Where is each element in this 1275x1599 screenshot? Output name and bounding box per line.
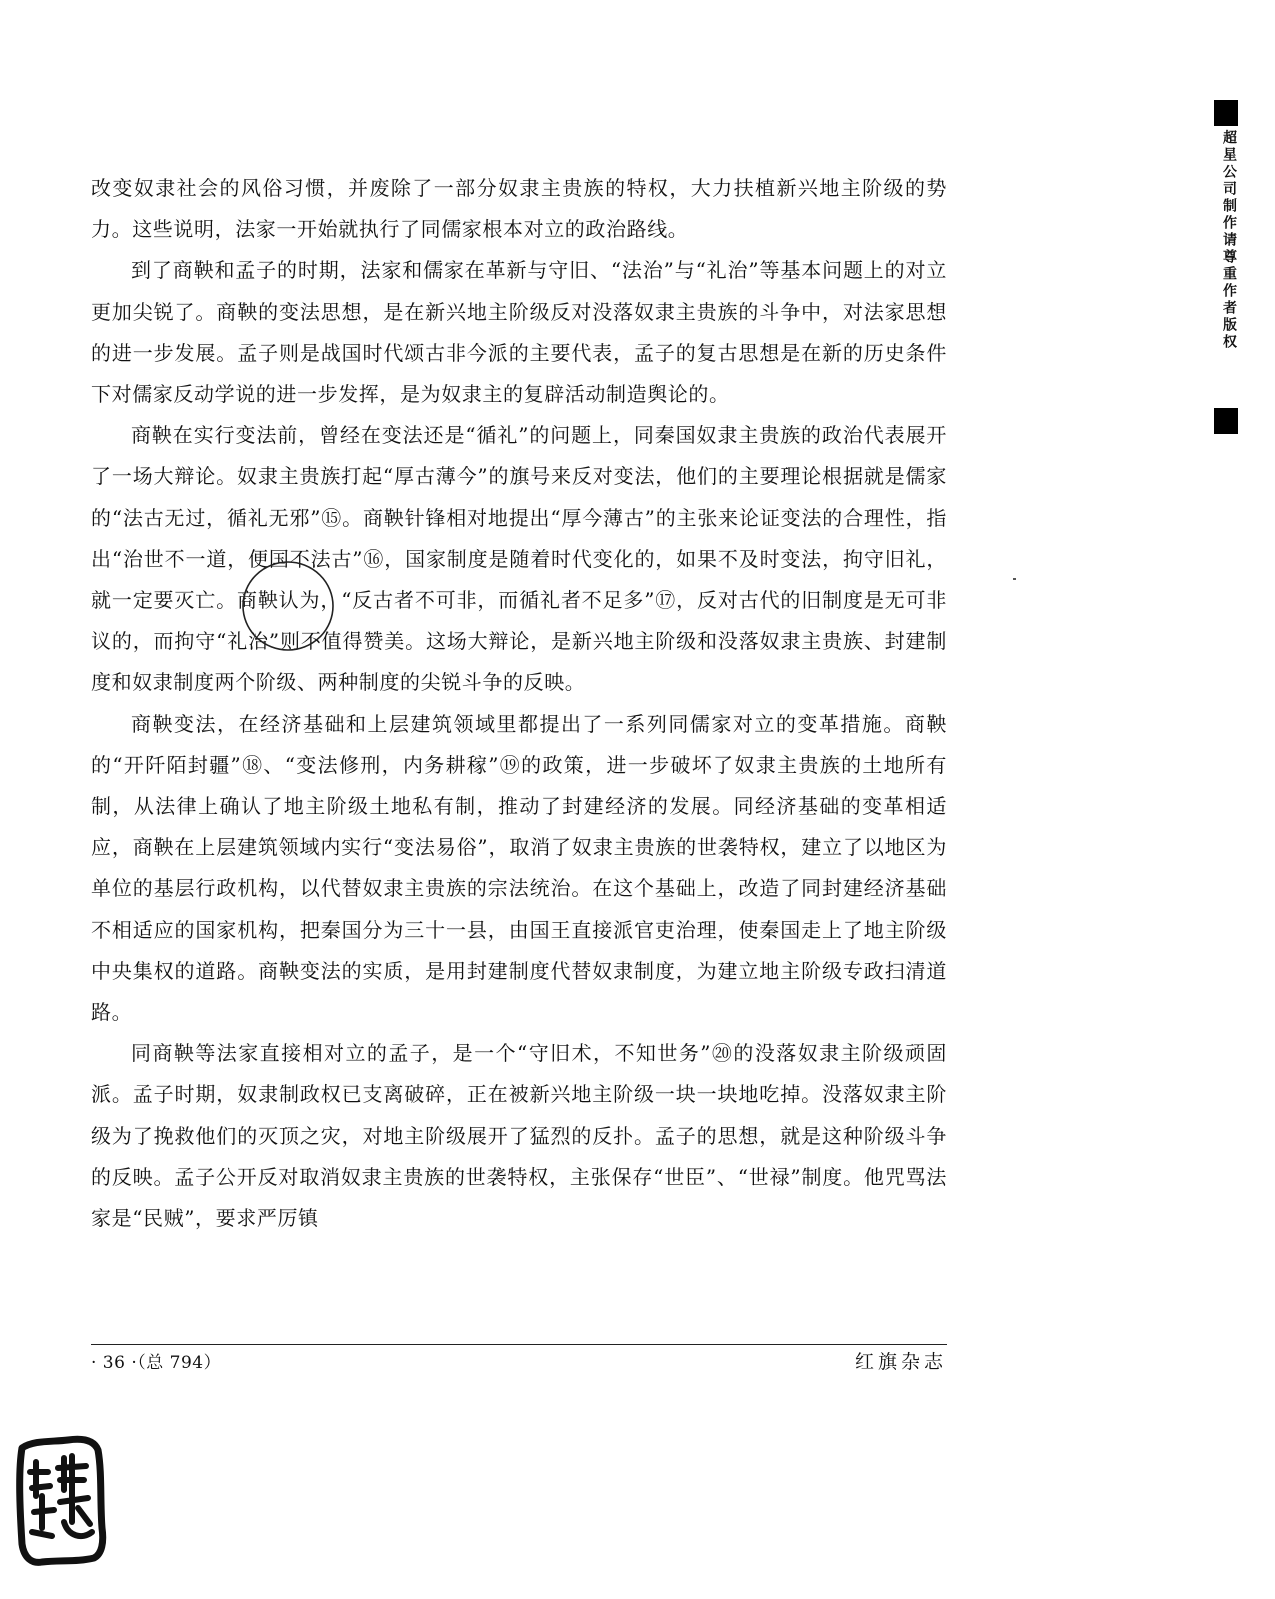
watermark-bar-top <box>1214 100 1238 126</box>
paragraph-3: 商鞅在实行变法前，曾经在变法还是“循礼”的问题上，同秦国奴隶主贵族的政治代表展开了一场大辩论。奴隶主贵族打起“厚古薄今”的旗号来反对变法，他们的主要理论根据就是儒家的“法古无过，循礼无邪”⑮。商鞅针锋相对地提出“厚今薄古”的主张来论证变法的合理性，指出“治世不一道，便国不法古”⑯，国家制度是随着时代变化的，如果不及时变法，拘守旧礼，就一定要灭亡。商鞅认为，“反古者不可非，而循礼者不足多”⑰，反对古代的旧制度是无可非议的，而拘守“礼治”则不值得赞美。这场大辩论，是新兴地主阶级和没落奴隶主贵族、封建制度和奴隶制度两个阶级、两种制度的尖锐斗争的反映。 <box>91 423 947 695</box>
stray-dot <box>1013 578 1016 580</box>
watermark-text: 超星公司制作请尊重作者版权 <box>1221 130 1237 351</box>
journal-name: 红旗杂志 <box>854 1351 947 1373</box>
side-watermark <box>1212 100 1242 436</box>
paragraph-4: 商鞅变法，在经济基础和上层建筑领域里都提出了一系列同儒家对立的变革措施。商鞅的“开阡陌封疆”⑱、“变法修刑，内务耕稼”⑲的政策，进一步破坏了奴隶主贵族的土地所有制，从法律上确认了地主阶级土地私有制，推动了封建经济的发展。同经济基础的变革相适应，商鞅在上层建筑领域内实行“变法易俗”，取消了奴隶主贵族的世袭特权，建立了以地区为单位的基层行政机构，以代替奴隶主贵族的宗法统治。在这个基础上，改造了同封建经济基础不相适应的国家机构，把秦国分为三十一县，由国王直接派官吏治理，使秦国走上了地主阶级中央集权的道路。商鞅变法的实质，是用封建制度代替奴隶制度，为建立地主阶级专政扫清道路。 <box>91 711 947 1025</box>
paragraph-5: 同商鞅等法家直接相对立的孟子，是一个“守旧术，不知世务”⑳的没落奴隶主阶级顽固派。孟子时期，奴隶制政权已支离破碎，正在被新兴地主阶级一块一块地吃掉。没落奴隶主阶级为了挽救他们的灭顶之灾，对地主阶级展开了猛烈的反扑。孟子的思想，就是这种阶级斗争的反映。孟子公开反对取消奴隶主贵族的世袭特权，主张保存“世臣”、“世禄”制度。他咒骂法家是“民贼”，要求严厉镇 <box>91 1041 947 1231</box>
paragraph-2: 到了商鞅和孟子的时期，法家和儒家在革新与守旧、“法治”与“礼治”等基本问题上的对立更加尖锐了。商鞅的变法思想，是在新兴地主阶级反对没落奴隶主贵族的斗争中，对法家思想的进一步发展。孟子则是战国时代颂古非今派的主要代表，孟子的复古思想是在新的历史条件下对儒家反动学说的进一步发挥，是为奴隶主的复辟活动制造舆论的。 <box>91 258 947 407</box>
body-text <box>91 168 947 1239</box>
watermark-bar-bottom <box>1214 408 1238 434</box>
page-number: · 36 ·（总 794） <box>91 1353 222 1373</box>
stamp-seal-icon <box>8 1432 108 1572</box>
footer-divider <box>91 1344 947 1345</box>
paragraph-1: 改变奴隶社会的风俗习惯，并废除了一部分奴隶主贵族的特权，大力扶植新兴地主阶级的势力。这些说明，法家一开始就执行了同儒家根本对立的政治路线。 <box>91 176 947 242</box>
